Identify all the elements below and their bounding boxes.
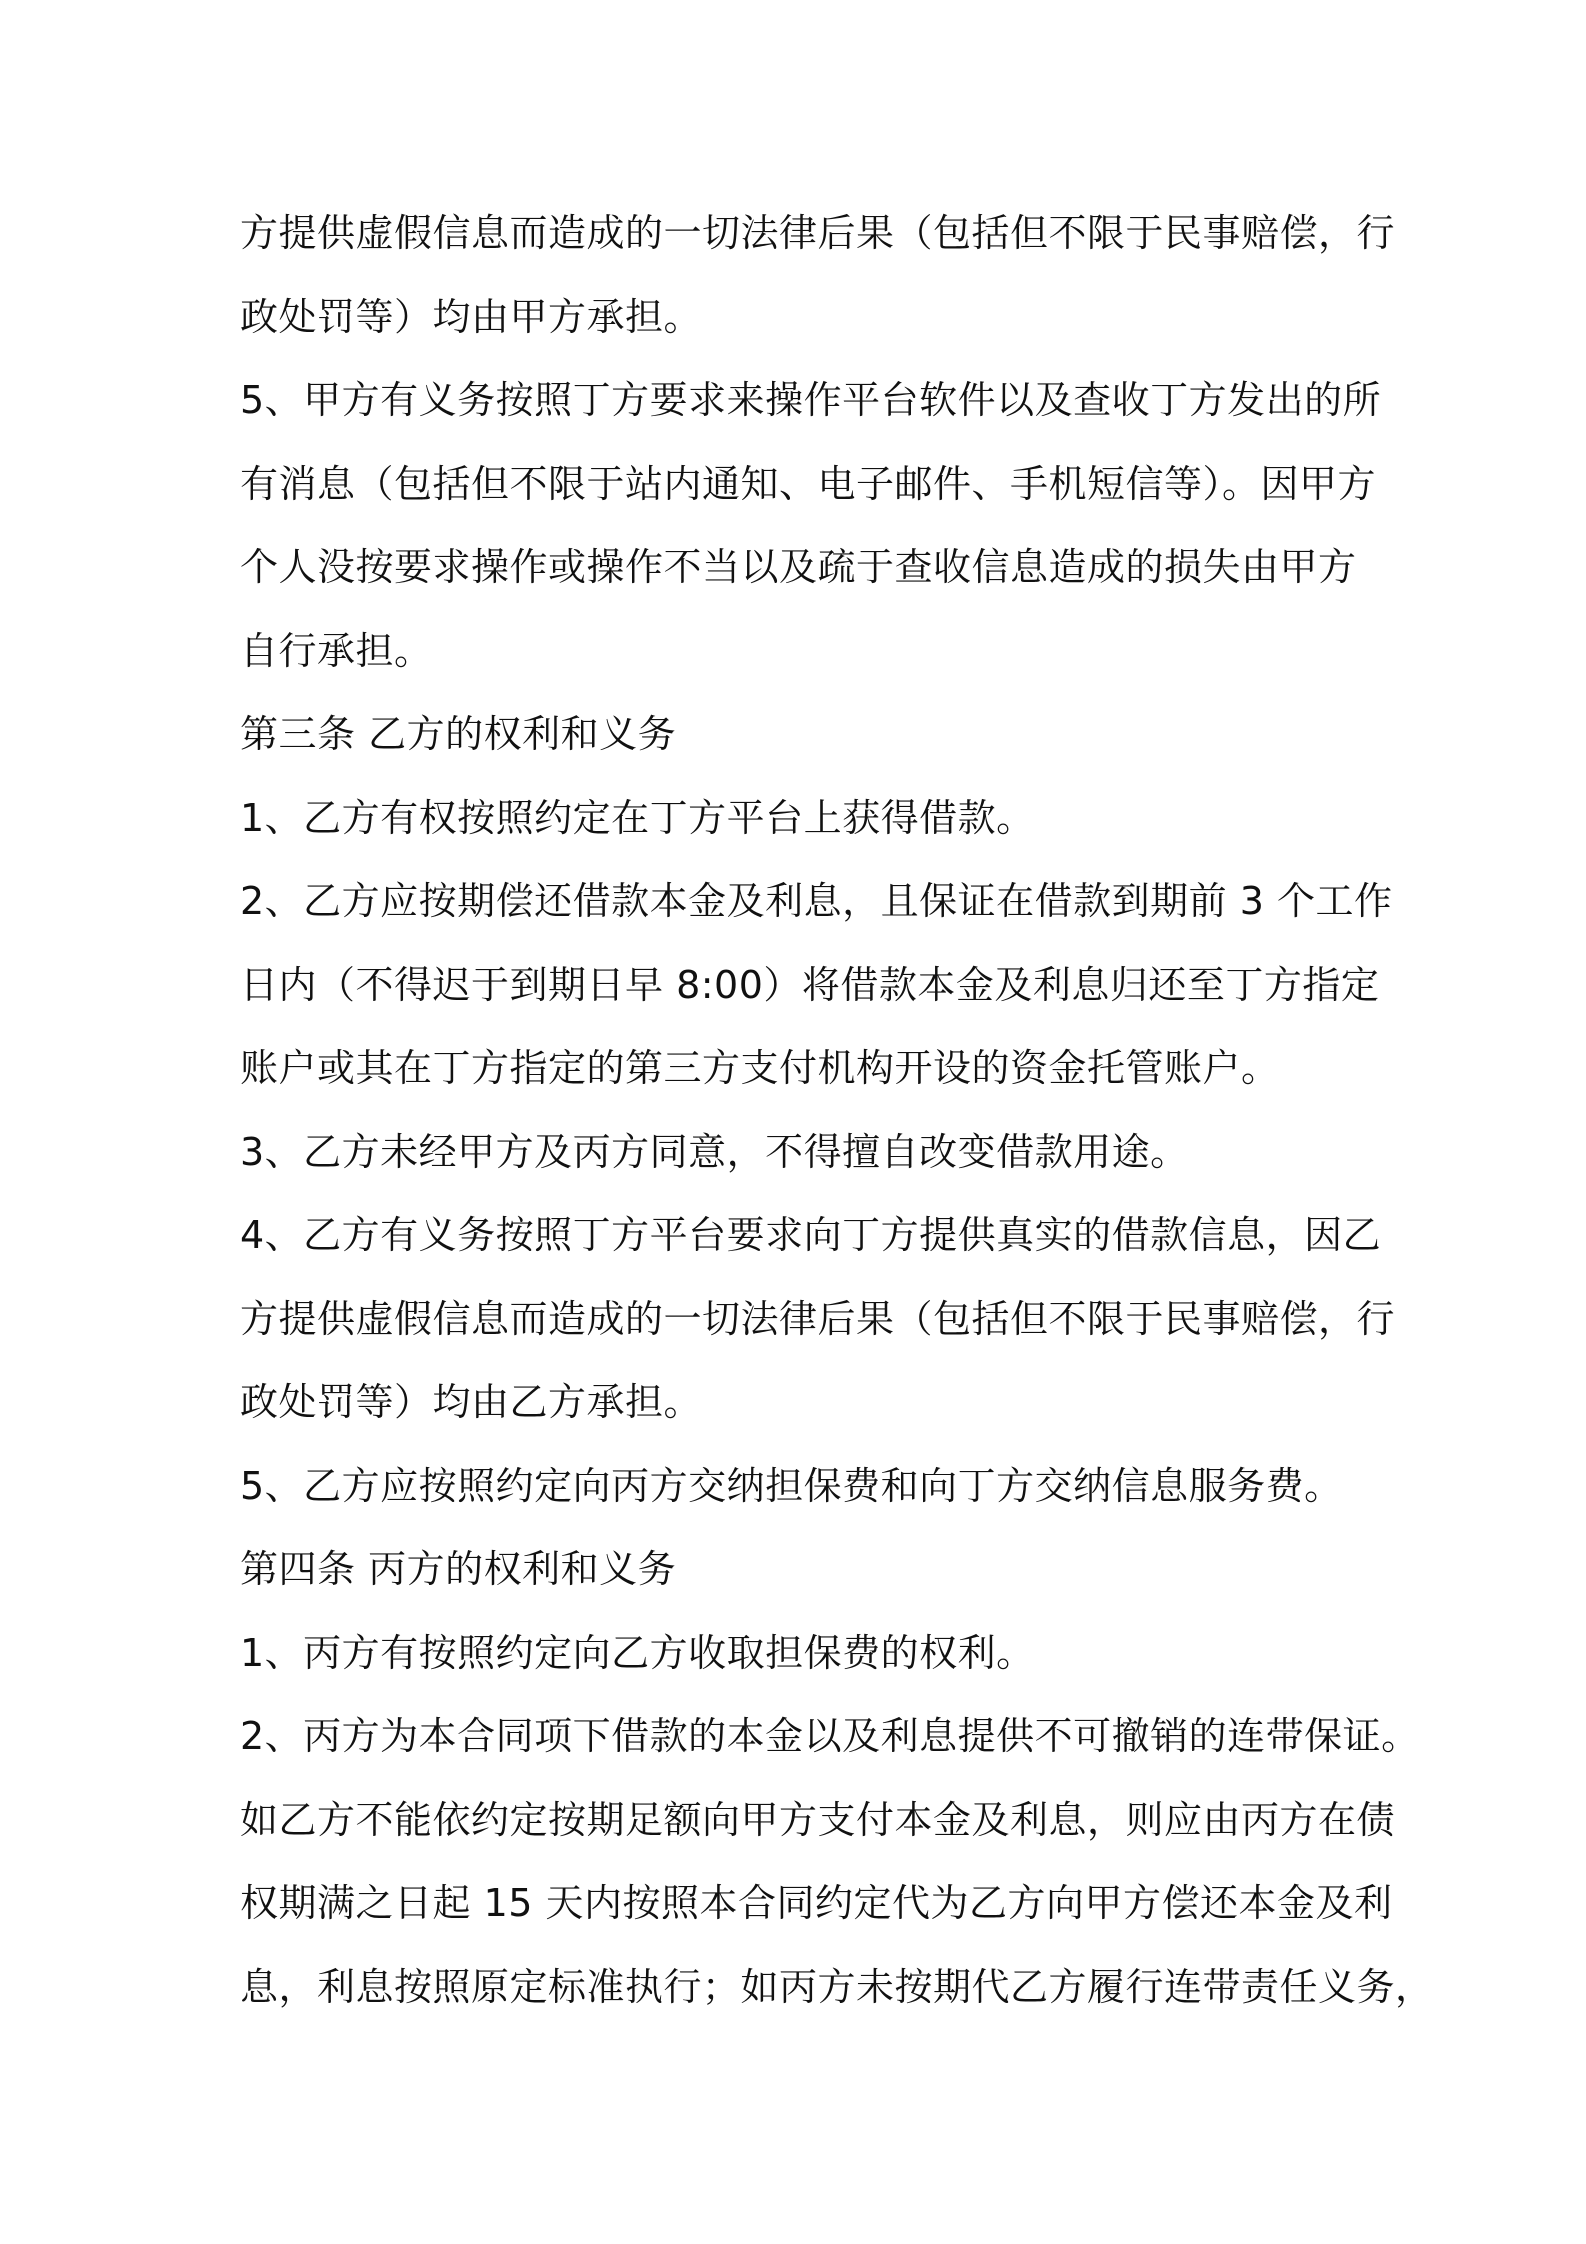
clause-item: 2、丙方为本合同项下借款的本金以及利息提供不可撤销的连带保证。: [240, 1714, 1420, 1758]
text-line: 如乙方不能依约定按期足额向甲方支付本金及利息，则应由丙方在债: [240, 1797, 1396, 1842]
text-line: 有消息（包括但不限于站内通知、电子邮件、手机短信等）。因甲方: [240, 461, 1377, 506]
article-heading: 第三条 乙方的权利和义务: [240, 712, 677, 756]
text-line: 息，利息按照原定标准执行；如丙方未按期代乙方履行连带责任义务，: [240, 1964, 1434, 2009]
clause-item: 1、乙方有权按照约定在丁方平台上获得借款。: [240, 795, 1035, 840]
text-line: 账户或其在丁方指定的第三方支付机构开设的资金托管账户。: [240, 1046, 1280, 1090]
text-line: 政处罚等）均由乙方承担。: [240, 1380, 703, 1424]
text-line: 日内（不得迟于到期日早 8:00）将借款本金及利息归还至丁方指定: [240, 962, 1380, 1007]
text-line: 政处罚等）均由甲方承担。: [240, 294, 703, 339]
text-line: 权期满之日起 15 天内按照本合同约定代为乙方向甲方偿还本金及利: [240, 1881, 1393, 1925]
clause-item: 5、乙方应按照约定向丙方交纳担保费和向丁方交纳信息服务费。: [240, 1463, 1343, 1508]
clause-item: 5、甲方有义务按照丁方要求来操作平台软件以及查收丁方发出的所: [240, 378, 1382, 422]
article-heading: 第四条 丙方的权利和义务: [240, 1547, 677, 1591]
clause-item: 2、乙方应按期偿还借款本金及利息，且保证在借款到期前 3 个工作: [240, 879, 1393, 923]
text-line: 个人没按要求操作或操作不当以及疏于查收信息造成的损失由甲方: [240, 545, 1357, 589]
text-line: 自行承担。: [240, 628, 433, 673]
text-line: 方提供虚假信息而造成的一切法律后果（包括但不限于民事赔偿，行: [240, 211, 1396, 255]
clause-item: 4、乙方有义务按照丁方平台要求向丁方提供真实的借款信息，因乙: [240, 1213, 1382, 1257]
clause-item: 1、丙方有按照约定向乙方收取担保费的权利。: [240, 1630, 1035, 1675]
contract-text-body: [240, 192, 1434, 2029]
text-line: 方提供虚假信息而造成的一切法律后果（包括但不限于民事赔偿，行: [240, 1296, 1396, 1341]
clause-item: 3、乙方未经甲方及丙方同意，不得擅自改变借款用途。: [240, 1129, 1189, 1174]
